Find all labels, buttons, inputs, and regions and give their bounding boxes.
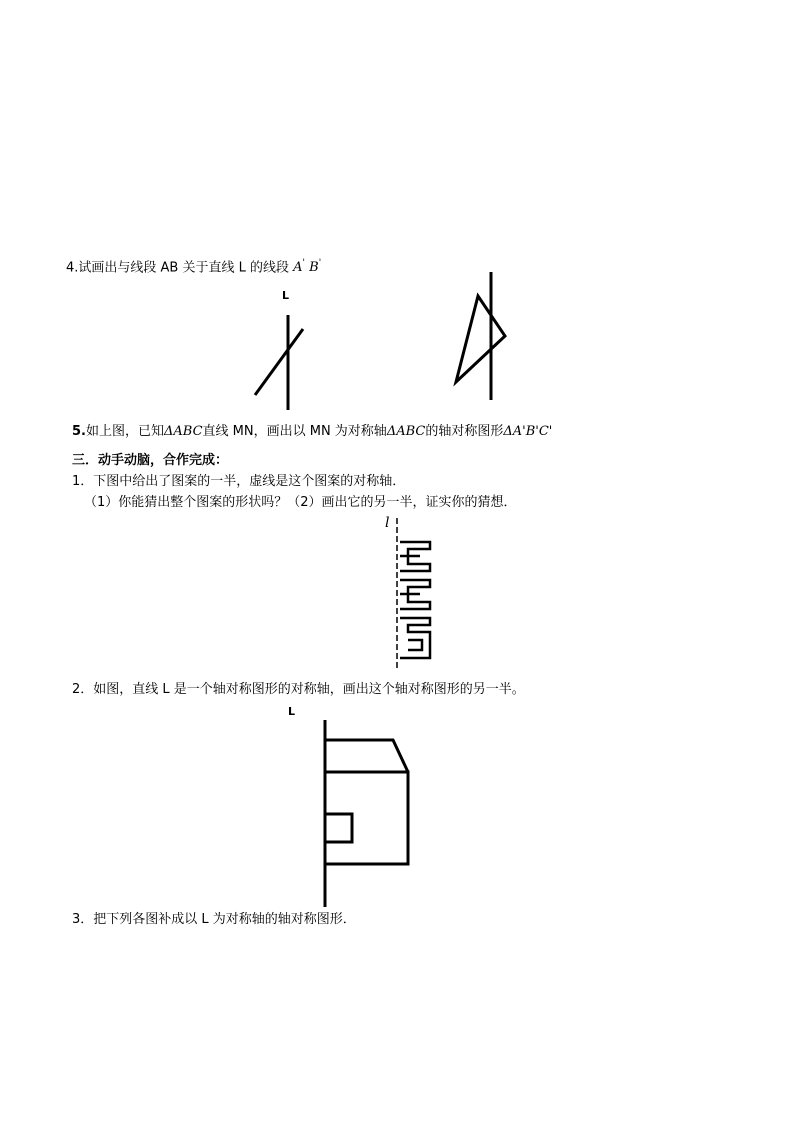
q5-prompt-a: 如上图，已知 <box>85 424 164 439</box>
q5-number: 5. <box>72 424 86 439</box>
s3-q3-text: 3．把下列各图补成以 L 为对称轴的轴对称图形． <box>72 912 356 927</box>
axis-label-l-q2: L <box>288 705 296 718</box>
q5-triangle-3: ΔA'B'C' <box>503 424 553 439</box>
segment-ab <box>255 329 303 395</box>
q5-triangle-figure <box>448 268 518 403</box>
s3-q2-half-shape-figure <box>280 700 420 912</box>
half-pattern <box>400 542 430 658</box>
q5-triangle-1: ΔABC <box>164 424 203 439</box>
q4-segment-figure <box>240 285 320 415</box>
q5-prompt-b: 直线 MN，画出以 MN 为对称轴 <box>202 424 387 439</box>
q4-prompt: 试画出与线段 AB 关于直线 L 的线段 <box>78 260 289 276</box>
s3-q2-text: 2．如图，直线 L 是一个轴对称图形的对称轴，画出这个轴对称图形的另一半。 <box>72 682 525 697</box>
section-3-heading: 三．动手动脑，合作完成： <box>72 453 229 468</box>
q5-triangle-2: ΔABC <box>386 424 426 439</box>
axis-label-l: L <box>282 289 290 302</box>
s3-q1-half-pattern-figure <box>380 512 440 672</box>
q5-prompt-c: 的轴对称图形 <box>425 424 504 439</box>
triangle-abc <box>456 296 505 382</box>
q5-text <box>72 424 552 440</box>
axis-label-l-italic: l <box>385 515 390 531</box>
s3-q1-line1: 1．下图中给出了图案的一半，虚线是这个图案的对称轴． <box>72 474 406 489</box>
q4-text <box>66 256 321 276</box>
segment-label-b: B' <box>309 259 322 276</box>
half-shape <box>325 740 408 864</box>
segment-label-a: A' <box>293 259 306 276</box>
s3-q1-line2: （1）你能猜出整个图案的形状吗？（2）画出它的另一半，证实你的猜想． <box>84 495 517 510</box>
q4-number: 4. <box>66 260 79 276</box>
